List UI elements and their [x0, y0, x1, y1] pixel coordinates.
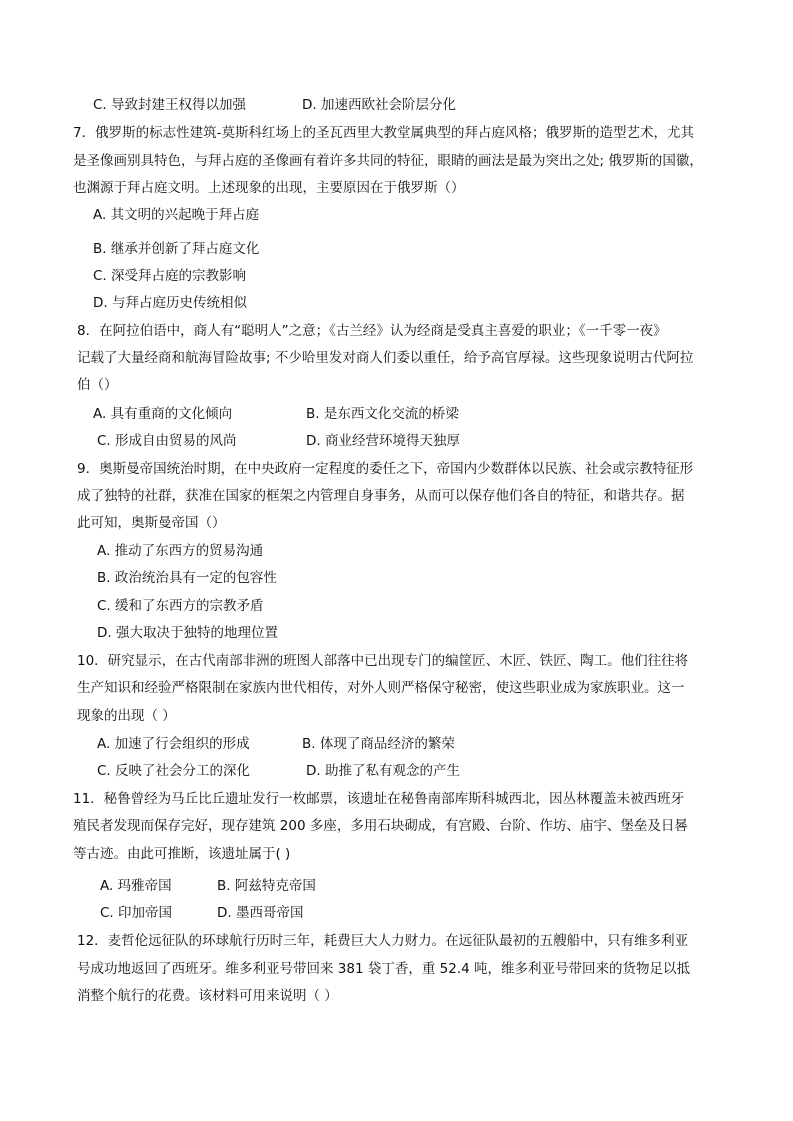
q7-option-a: A. 其文明的兴起晚于拜占庭	[93, 207, 260, 223]
q12-stem-line-3: 消整个航行的花费。该材料可用来说明（ ）	[77, 988, 338, 1004]
q10-option-c: C. 反映了社会分工的深化	[97, 763, 251, 779]
q7-option-c: C. 深受拜占庭的宗教影响	[93, 268, 247, 284]
q6-option-c: C. 导致封建王权得以加强	[93, 97, 247, 113]
q8-options-row-1	[0, 405, 793, 423]
q7-option-b: B. 继承并创新了拜占庭文化	[93, 241, 260, 257]
q7-stem-line-2: 是圣像画别具特色，与拜占庭的圣像画有着许多共同的特征，眼睛的画法是最为突出之处; 俄罗斯的国徽，	[73, 153, 703, 169]
q9-stem-line-3: 此可知，奥斯曼帝国（）	[77, 515, 226, 531]
q8-option-c: C. 形成自由贸易的风尚	[97, 433, 237, 449]
q10-options-row-2	[0, 762, 793, 780]
q8-options-row-2	[0, 432, 793, 450]
q9-option-c: C. 缓和了东西方的宗教矛盾	[97, 598, 264, 614]
q12-stem-line-1: 12．麦哲伦远征队的环球航行历时三年，耗费巨大人力财力。在远征队最初的五艘船中，只有维多利亚	[77, 933, 689, 949]
q8-stem-line-3: 伯（）	[77, 377, 118, 393]
q10-stem-line-1: 10．研究显示，在古代南部非洲的班图人部落中已出现专门的编筐匠、木匠、铁匠、陶工。他们往往将	[77, 653, 689, 669]
q9-option-d: D. 强大取决于独特的地理位置	[97, 625, 278, 641]
q11-options-row-1	[0, 877, 793, 895]
q10-option-d: D. 助推了私有观念的产生	[306, 763, 460, 779]
q9-option-b: B. 政治统治具有一定的包容性	[97, 570, 277, 586]
q11-stem-line-2: 殖民者发现而保存完好，现存建筑 200 多座，多用石块砌成，有宫殿、台阶、作坊、庙宇、堡垒及日晷	[73, 818, 688, 834]
q11-option-a: A. 玛雅帝国	[100, 878, 172, 894]
q6-options-row	[0, 96, 793, 114]
q8-option-a: A. 具有重商的文化倾向	[93, 406, 233, 422]
q10-options-row-1	[0, 735, 793, 753]
q7-option-d: D. 与拜占庭历史传统相似	[93, 295, 247, 311]
q8-option-b: B. 是东西文化交流的桥梁	[306, 406, 459, 422]
q11-options-row-2	[0, 904, 793, 922]
q11-stem-line-1: 11．秘鲁曾经为马丘比丘遗址发行一枚邮票，该遗址在秘鲁南部库斯科城西北，因丛林覆盖未被西班牙	[73, 791, 685, 807]
q9-option-a: A. 推动了东西方的贸易沟通	[97, 543, 264, 559]
q11-option-c: C. 印加帝国	[100, 905, 173, 921]
q10-option-a: A. 加速了行会组织的形成	[97, 736, 250, 752]
q7-stem-line-1: 7．俄罗斯的标志性建筑-莫斯科红场上的圣瓦西里大教堂属典型的拜占庭风格；俄罗斯的造型艺术，尤其	[73, 125, 694, 141]
q8-stem-line-1: 8．在阿拉伯语中，商人有“聪明人”之意；《古兰经》认为经商是受真主喜爱的职业；《一千零一夜》	[77, 323, 667, 339]
q11-option-b: B. 阿兹特克帝国	[217, 878, 316, 894]
q9-stem-line-1: 9．奥斯曼帝国统治时期，在中央政府一定程度的委任之下，帝国内少数群体以民族、社会或宗教特征形	[77, 461, 694, 477]
q9-stem-line-2: 成了独特的社群，获准在国家的框架之内管理自身事务，从而可以保存他们各自的特征，和谐共存。据	[77, 488, 685, 504]
q10-option-b: B. 体现了商品经济的繁荣	[302, 736, 455, 752]
q7-stem-line-3: 也渊源于拜占庭文明。上述现象的出现，主要原因在于俄罗斯（）	[73, 180, 465, 196]
q8-option-d: D. 商业经营环境得天独厚	[306, 433, 460, 449]
q10-stem-line-3: 现象的出现（ ）	[77, 708, 176, 724]
q11-stem-line-3: 等古迹。由此可推断，该遗址属于( )	[73, 846, 291, 862]
q8-stem-line-2: 记载了大量经商和航海冒险故事; 不少哈里发对商人们委以重任，给予高官厚禄。这些现象说明古代阿拉	[77, 350, 694, 366]
q11-option-d: D. 墨西哥帝国	[217, 905, 304, 921]
q10-stem-line-2: 生产知识和经验严格限制在家族内世代相传，对外人则严格保守秘密，使这些职业成为家族职业。这一	[77, 680, 685, 696]
q12-stem-line-2: 号成功地返回了西班牙。维多利亚号带回来 381 袋丁香，重 52.4 吨，维多利亚号带回来的货物足以抵	[77, 961, 690, 977]
q6-option-d: D. 加速西欧社会阶层分化	[302, 97, 456, 113]
